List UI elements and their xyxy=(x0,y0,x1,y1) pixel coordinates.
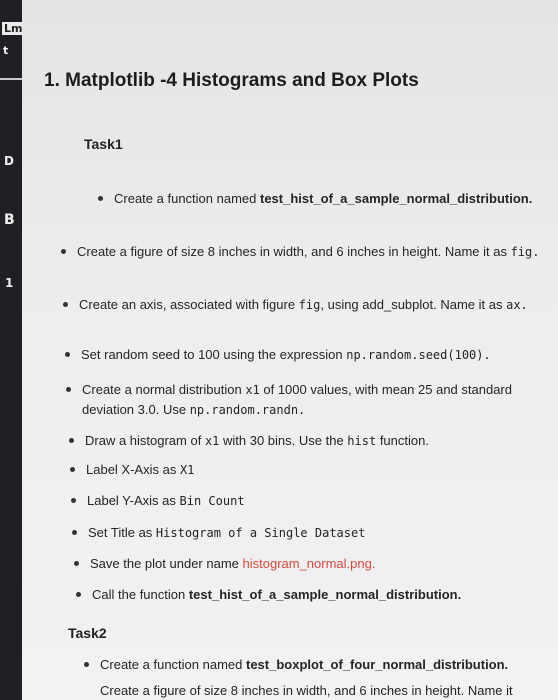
left-sidebar xyxy=(0,0,22,700)
divider xyxy=(0,78,22,80)
item-text: Draw a histogram of xyxy=(85,433,205,448)
code-snippet: Bin Count xyxy=(179,494,245,508)
sidebar-fragment[interactable]: B xyxy=(4,212,15,228)
sidebar-fragment[interactable]: D xyxy=(4,154,14,168)
list-item xyxy=(81,345,551,365)
list-item xyxy=(100,681,558,700)
item-text: Save the plot under name xyxy=(90,556,243,571)
item-text: Create a function named xyxy=(100,657,246,672)
item-text: Create a normal distribution xyxy=(82,382,246,397)
code-snippet: np.random.seed(100). xyxy=(346,348,491,362)
code-snippet: ax. xyxy=(506,298,528,312)
code-snippet: fig xyxy=(298,298,321,312)
bullet-icon xyxy=(66,387,71,392)
function-name: test_hist_of_a_sample_normal_distribution. xyxy=(188,587,462,602)
list-item xyxy=(82,380,552,420)
code-snippet: Histogram of a Single Dataset xyxy=(155,526,366,540)
filename: histogram_normal.png. xyxy=(242,556,376,571)
document-page xyxy=(22,0,558,700)
code-snippet: x1 xyxy=(245,383,260,397)
list-item xyxy=(77,242,547,262)
bullet-icon xyxy=(72,530,77,535)
item-text: Create an axis, associated with figure xyxy=(79,297,299,312)
item-text: Label Y-Axis as xyxy=(87,493,180,508)
bullet-icon xyxy=(98,196,103,201)
function-name: test_boxplot_of_four_normal_distribution. xyxy=(245,657,509,672)
item-text: function. xyxy=(376,433,429,448)
list-item xyxy=(92,585,532,604)
bullet-icon xyxy=(84,662,89,667)
task1-heading: Task1 xyxy=(84,136,123,152)
code-snippet: x1 xyxy=(204,434,220,448)
list-item xyxy=(85,431,545,451)
code-snippet: np.random.randn. xyxy=(189,403,306,417)
list-item xyxy=(90,554,530,573)
sidebar-fragment[interactable]: 1 xyxy=(5,276,14,290)
sidebar-fragment[interactable]: t xyxy=(3,44,9,57)
list-item xyxy=(86,460,526,480)
bullet-icon xyxy=(74,561,79,566)
bullet-icon xyxy=(70,467,75,472)
list-item xyxy=(87,491,527,511)
app-logo-icon[interactable]: Lm xyxy=(4,22,23,35)
list-item xyxy=(79,295,549,315)
list-item xyxy=(100,655,540,674)
item-text: , using add_subplot. Name it as xyxy=(320,297,507,312)
task2-heading: Task2 xyxy=(68,625,107,641)
item-text: Create a function named xyxy=(114,191,260,206)
item-text: with 30 bins. Use the xyxy=(219,433,348,448)
item-text: of 1000 values, with mean 25 and standard deviation 3.0. Use xyxy=(82,382,512,417)
bullet-icon xyxy=(69,438,74,443)
bullet-icon xyxy=(61,249,66,254)
page-title: 1. Matplotlib -4 Histograms and Box Plots xyxy=(44,70,419,91)
item-text: Label X-Axis as xyxy=(86,462,180,477)
item-text: Call the function xyxy=(92,587,189,602)
function-name: test_hist_of_a_sample_normal_distribution. xyxy=(259,191,533,206)
item-text: Create a figure of size 8 inches in width, and 6 inches in height. Name it as xyxy=(77,244,511,259)
bullet-icon xyxy=(71,498,76,503)
list-item xyxy=(114,189,534,208)
item-text: Create a figure of size 8 inches in width, and 6 inches in height. Name it xyxy=(100,683,513,698)
item-text: Set random seed to 100 using the expression xyxy=(81,347,347,362)
code-snippet: fig. xyxy=(510,245,540,259)
code-snippet: hist xyxy=(347,434,377,448)
bullet-icon xyxy=(65,352,70,357)
item-text: Set Title as xyxy=(88,525,156,540)
list-item xyxy=(88,523,528,543)
bullet-icon xyxy=(76,592,81,597)
code-snippet: X1 xyxy=(179,463,195,477)
bullet-icon xyxy=(63,302,68,307)
